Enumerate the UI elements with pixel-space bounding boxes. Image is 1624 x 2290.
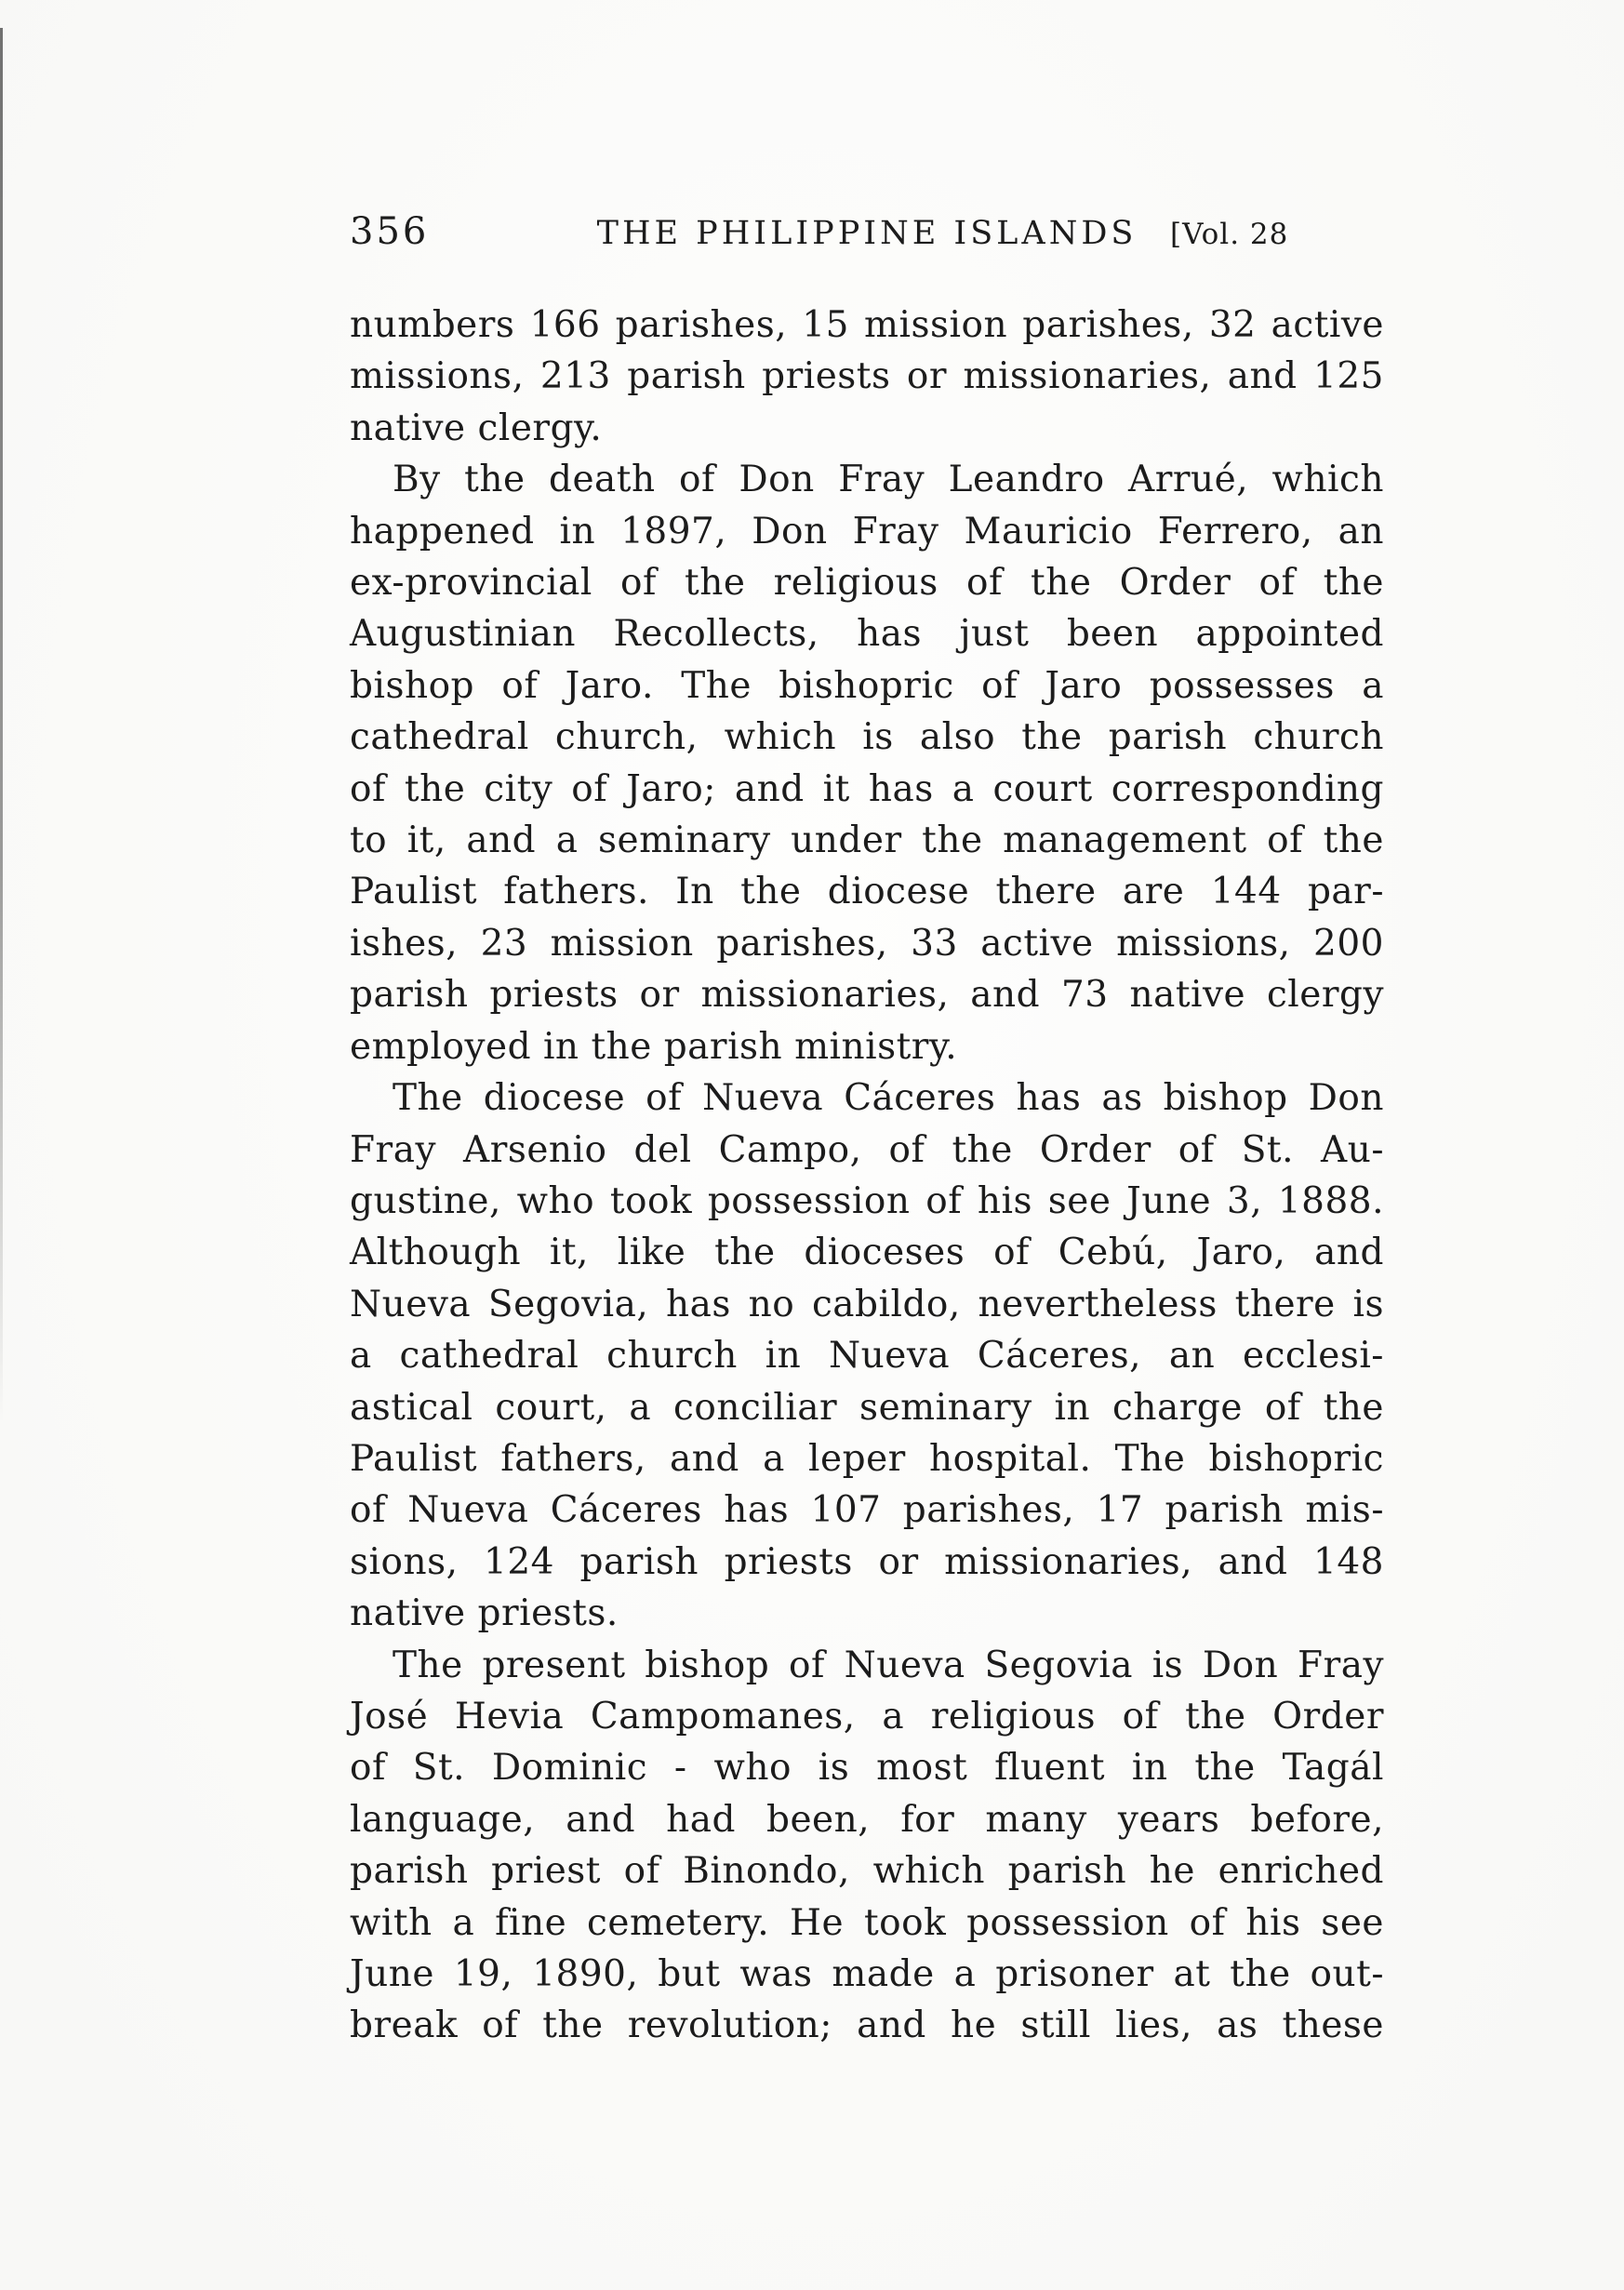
scan-edge-artifact [0,28,3,1423]
text-line: By the death of Don Fray Leandro Arrué, which [393,459,1384,501]
page-content [350,210,1384,2052]
text-line: Fray Arsenio del Campo, of the Order of St. Au- [350,1128,1384,1171]
text-line: of Nueva Cáceres has 107 parishes, 17 parish mis- [350,1489,1384,1532]
text-line: Paulist fathers, and a leper hospital. The bishopric [350,1437,1384,1480]
text-line: happened in 1897, Don Fray Mauricio Ferrero, an [350,510,1384,553]
text-line: The diocese of Nueva Cáceres has as bishop Don [393,1077,1384,1120]
text-line: bishop of Jaro. The bishopric of Jaro possesses a [350,664,1384,707]
text-line: gustine, who took possession of his see June 3, 1888. [350,1179,1384,1222]
text-line: ishes, 23 mission parishes, 33 active missions, 200 [350,922,1384,965]
text-line: missions, 213 parish priests or missionaries, and 125 [350,355,1384,398]
page-number: 356 [350,210,430,253]
text-line: with a fine cemetery. He took possession of his see [350,1901,1384,1944]
text-line: of the city of Jaro; and it has a court corresponding [350,767,1384,810]
text-line: parish priests or missionaries, and 73 native clergy [350,974,1384,1017]
body-text [350,300,1384,2052]
text-line: astical court, a conciliar seminary in charge of the [350,1386,1384,1429]
paragraph [350,300,1384,454]
running-head [350,210,1384,253]
volume-label: [Vol. 28 [1170,218,1289,251]
text-line: ex-provincial of the religious of the Order of the [350,562,1384,605]
text-line: employed in the parish ministry. [350,1025,958,1068]
text-line: language, and had been, for many years before, [350,1798,1384,1841]
text-line: The present bishop of Nueva Segovia is Don Fray [393,1644,1384,1686]
text-line: Nueva Segovia, has no cabildo, nevertheless there is [350,1283,1384,1325]
paragraph [350,1072,1384,1639]
text-line: native clergy. [350,406,603,449]
paragraph [350,1640,1384,2052]
text-line: of St. Dominic - who is most fluent in the Tagál [350,1747,1384,1790]
paragraph [350,454,1384,1072]
text-line: Augustinian Recollects, has just been appointed [350,613,1384,656]
text-line: numbers 166 parishes, 15 mission parishes, 32 active [350,304,1384,346]
text-line: cathedral church, which is also the parish church [350,716,1384,759]
text-line: sions, 124 parish priests or missionaries, and 148 [350,1540,1384,1583]
page-title: THE PHILIPPINE ISLANDS [596,215,1138,252]
text-line: José Hevia Campomanes, a religious of the Order [350,1695,1384,1737]
text-line: a cathedral church in Nueva Cáceres, an ecclesi- [350,1335,1384,1378]
text-line: to it, and a seminary under the management of the [350,819,1384,862]
text-line: parish priest of Binondo, which parish he enriched [350,1850,1384,1893]
text-line: break of the revolution; and he still lies, as these [350,2004,1384,2047]
text-line: Paulist fathers. In the diocese there are 144 par- [350,871,1384,913]
text-line: native priests. [350,1592,619,1635]
text-line: Although it, like the dioceses of Cebú, Jaro, and [350,1232,1384,1274]
text-line: June 19, 1890, but was made a prisoner at the out- [350,1953,1384,1995]
